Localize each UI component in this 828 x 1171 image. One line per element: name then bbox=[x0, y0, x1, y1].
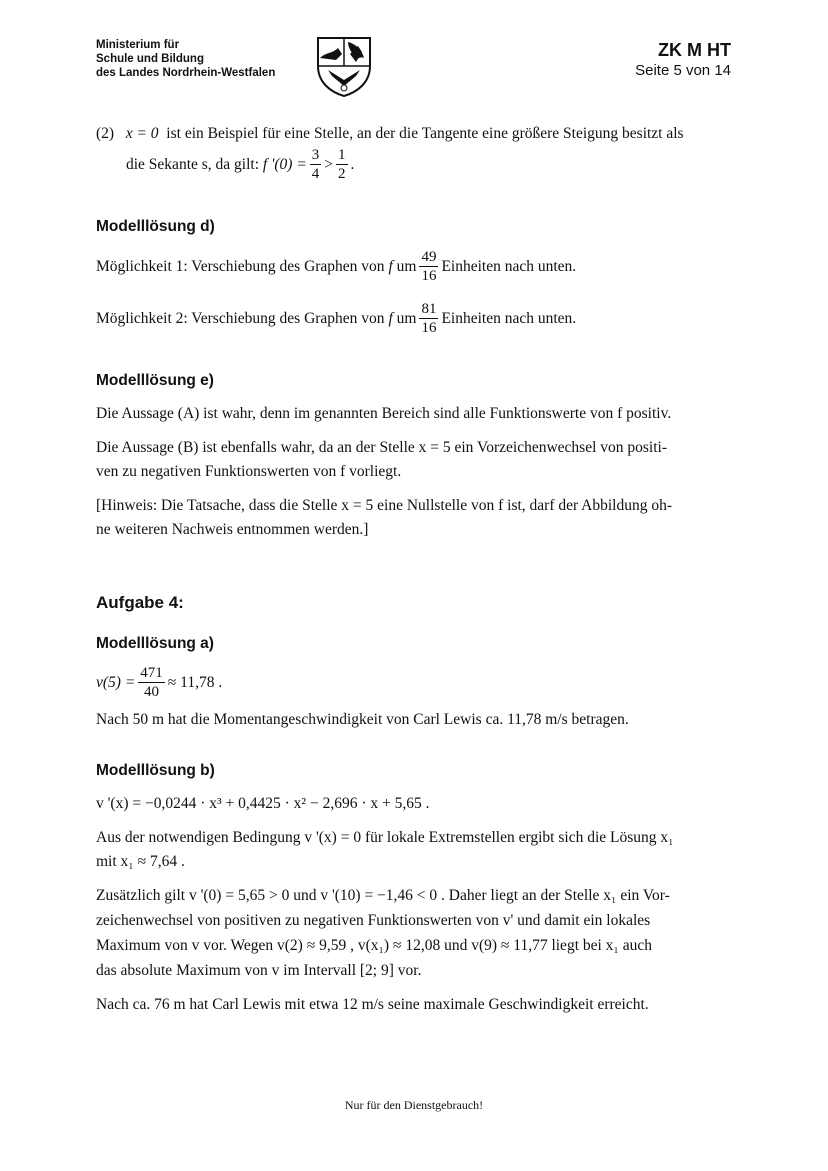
ministry-line-2: Schule und Bildung bbox=[96, 53, 204, 65]
solution-e-paragraph-1: Die Aussage (A) ist wahr, denn im genannten Bereich sind alle Funktionswerte von f positiv. bbox=[96, 405, 672, 422]
task4-solution-a-text: Nach 50 m hat die Momentangeschwindigkeit von Carl Lewis ca. 11,78 m/s betragen. bbox=[96, 711, 629, 728]
fraction-numerator: 1 bbox=[338, 147, 346, 163]
heading-solution-e: Modelllösung e) bbox=[96, 372, 214, 389]
solution-e-hint-line-1: [Hinweis: Die Tatsache, dass die Stelle x = 5 eine Nullstelle von f ist, darf der Abbildung oh- bbox=[96, 497, 673, 514]
option-1-um: um bbox=[396, 257, 417, 275]
footer-note: Nur für den Dienstgebrauch! bbox=[344, 1098, 484, 1112]
period: . bbox=[350, 155, 355, 173]
fraction-denominator: 40 bbox=[144, 684, 160, 700]
solution-d-option-1 bbox=[96, 248, 576, 285]
fraction-numerator: 49 bbox=[421, 249, 437, 265]
fraction-numerator: 3 bbox=[311, 147, 320, 163]
fraction-81-16 bbox=[419, 300, 438, 337]
part2-label: (2) bbox=[96, 125, 115, 142]
part2-line-1-text: ist ein Beispiel für eine Stelle, an der die Tangente eine größere Steigung besitzt als bbox=[166, 125, 684, 142]
heading-solution-d: Modelllösung d) bbox=[96, 218, 215, 235]
task4-b-paragraph-2-line-3: Maximum von v vor. Wegen v(2) ≈ 9,59 , v(x₁) ≈ 12,08 und v(9) ≈ 11,77 liegt bei x₁ auch bbox=[96, 937, 652, 954]
option-2-text: Möglichkeit 2: Verschiebung des Graphen von bbox=[96, 309, 385, 327]
nrw-crest-icon bbox=[314, 36, 374, 98]
option-1-end: Einheiten nach unten. bbox=[441, 257, 577, 275]
part2-line-2 bbox=[126, 146, 354, 183]
fraction-3-4 bbox=[310, 146, 322, 183]
task4-solution-a-equation bbox=[96, 664, 222, 701]
document-code: ZK M HT bbox=[658, 40, 731, 60]
solution-e-paragraph-2-line-1: Die Aussage (B) ist ebenfalls wahr, da an der Stelle x = 5 ein Vorzeichenwechsel von positi- bbox=[96, 439, 667, 456]
part2-line-2-text: die Sekante s, da gilt: bbox=[126, 155, 260, 173]
heading-task4-solution-a: Modelllösung a) bbox=[96, 635, 214, 652]
function-f: f bbox=[388, 309, 393, 327]
part2-derivative: f '(0) = bbox=[262, 155, 307, 173]
fraction-numerator: 81 bbox=[421, 301, 437, 317]
fraction-denominator: 2 bbox=[338, 166, 346, 182]
page-number: Seite 5 von 14 bbox=[635, 62, 731, 79]
greater-than: > bbox=[324, 155, 334, 173]
solution-e-paragraph-2-line-2: ven zu negativen Funktionswerten von f vorliegt. bbox=[96, 463, 402, 480]
solution-e-hint-line-2: ne weiteren Nachweis entnommen werden.] bbox=[96, 521, 369, 538]
solution-d-option-2 bbox=[96, 300, 576, 337]
task4-derivative: v '(x) = −0,0244 · x³ + 0,4425 · x² − 2,696 · x + 5,65 . bbox=[96, 795, 430, 812]
part2-line-1 bbox=[96, 122, 684, 146]
option-1-text: Möglichkeit 1: Verschiebung des Graphen von bbox=[96, 257, 385, 275]
heading-task4-solution-b: Modelllösung b) bbox=[96, 762, 215, 779]
v5-approx: ≈ 11,78 . bbox=[167, 673, 223, 691]
fraction-1-2 bbox=[336, 146, 348, 183]
v5-expression: v(5) = bbox=[96, 673, 136, 691]
fraction-denominator: 16 bbox=[421, 268, 437, 284]
option-2-um: um bbox=[396, 309, 417, 327]
ministry-line-1: Ministerium für bbox=[96, 39, 180, 51]
task4-b-paragraph-2-line-2: zeichenwechsel von positiven zu negativen Funktionswerten von v' und damit ein lokales bbox=[96, 912, 651, 929]
option-2-end: Einheiten nach unten. bbox=[441, 309, 577, 327]
task4-b-conclusion: Nach ca. 76 m hat Carl Lewis mit etwa 12 m/s seine maximale Geschwindigkeit erreicht. bbox=[96, 996, 649, 1013]
fraction-denominator: 4 bbox=[311, 166, 320, 182]
ministry-line-3: des Landes Nordrhein-Westfalen bbox=[96, 67, 276, 79]
fraction-49-16 bbox=[419, 248, 438, 285]
fraction-denominator: 16 bbox=[421, 320, 437, 336]
fraction-471-40 bbox=[138, 664, 165, 701]
task4-b-paragraph-2-line-4: das absolute Maximum von v im Intervall [2; 9] vor. bbox=[96, 962, 422, 979]
task4-b-paragraph-2-line-1: Zusätzlich gilt v '(0) = 5,65 > 0 und v '(10) = −1,46 < 0 . Daher liegt an der Stelle x₁ ein Vor- bbox=[96, 887, 670, 904]
task4-b-paragraph-1-line-2: mit x₁ ≈ 7,64 . bbox=[96, 853, 185, 870]
task4-b-paragraph-1-line-1: Aus der notwendigen Bedingung v '(x) = 0 für lokale Extremstellen ergibt sich die Lösung x₁ bbox=[96, 829, 674, 846]
fraction-numerator: 471 bbox=[140, 665, 163, 681]
function-f: f bbox=[388, 257, 393, 275]
ministry-name bbox=[96, 38, 275, 80]
part2-x-value: x = 0 bbox=[125, 125, 159, 142]
heading-task-4: Aufgabe 4: bbox=[96, 593, 184, 612]
